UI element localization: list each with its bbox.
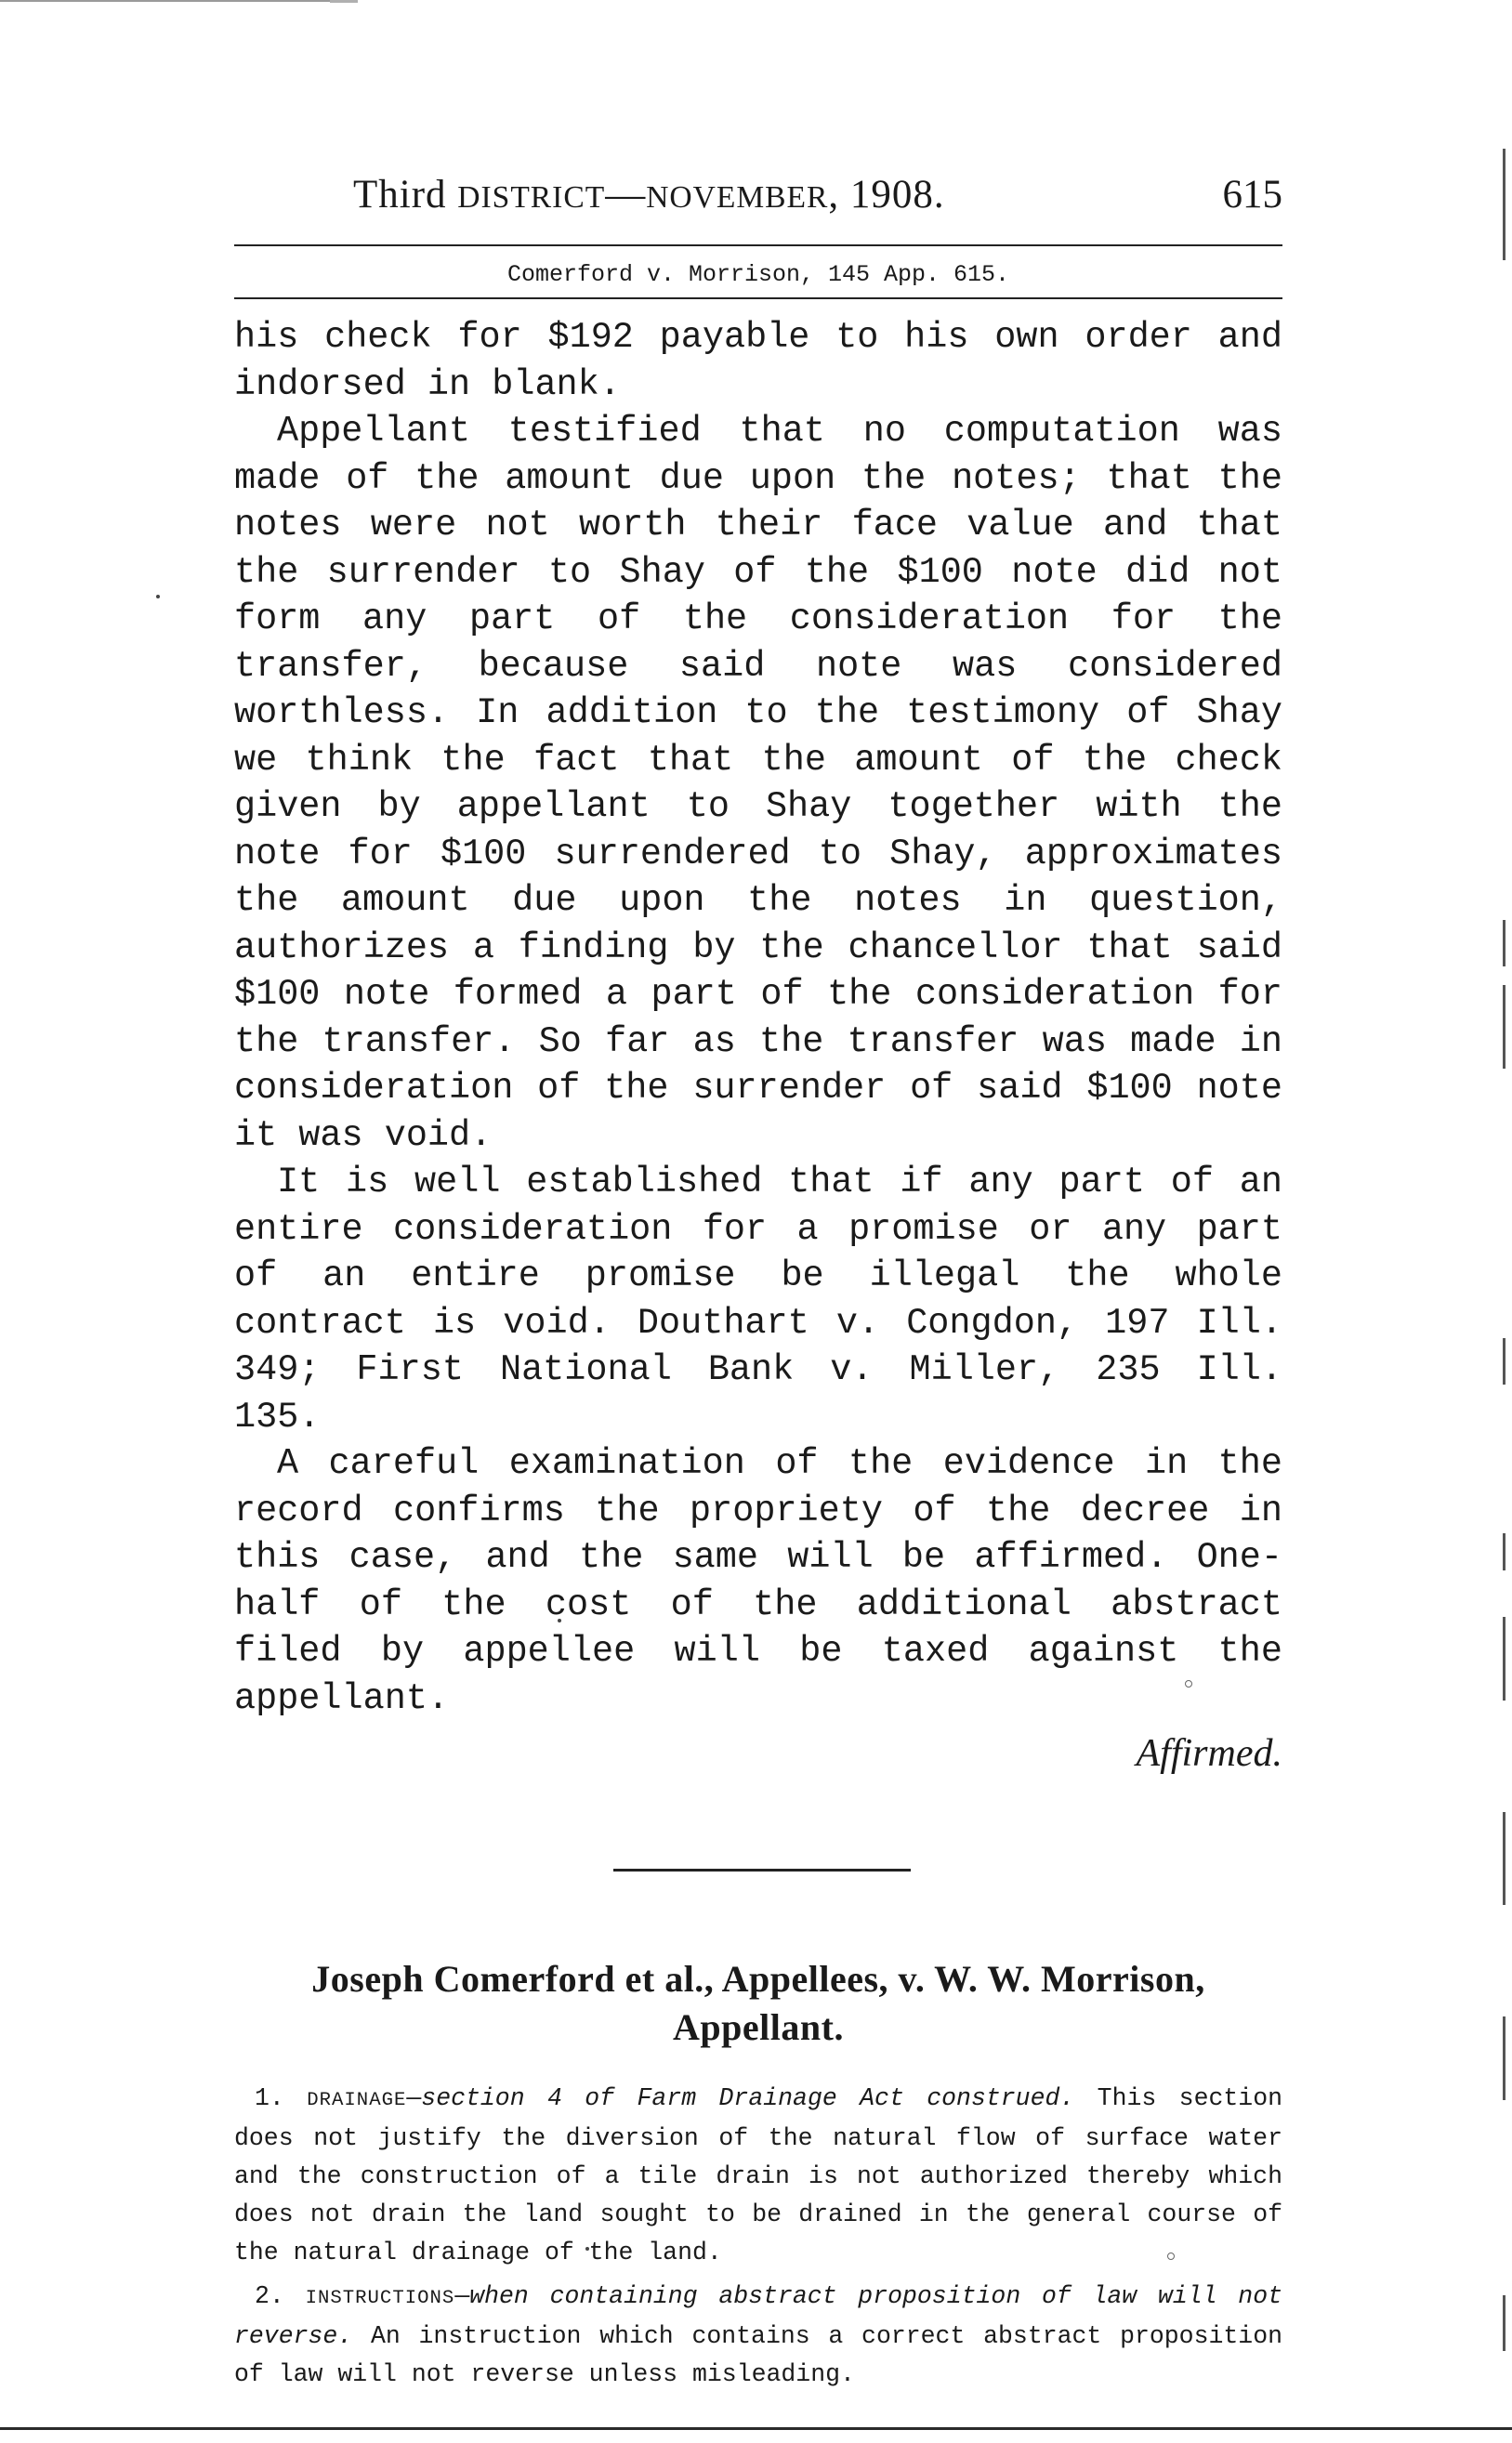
scan-edge-right: [1503, 985, 1505, 1069]
running-head-word: Third: [353, 173, 447, 217]
scan-edge-top-fragment: [330, 0, 358, 3]
running-head-title: [353, 172, 945, 217]
running-head-month: NOVEMBER: [646, 180, 829, 215]
opinion-body: [234, 314, 1282, 1722]
headnote: [234, 2278, 1282, 2394]
headnote-keyword: DRAINAGE: [307, 2090, 407, 2111]
headnote-topic: section 4 of Farm Drainage Act construed.: [421, 2084, 1075, 2112]
headnote-topic: when containing abstract proposition of law will not reverse.: [234, 2282, 1283, 2350]
paragraph: It is well established that if any part of an entire consideration for a promise or any part of an entire promise be illegal the whole contract is void. Douthart v. Congdon, 197 Ill. 349; First National Bank v. Miller, 235 Ill. 135.: [234, 1162, 1282, 1438]
headnote-keyword: INSTRUCTIONS: [305, 2288, 455, 2309]
running-head-dash: —: [605, 173, 647, 217]
section-divider: [613, 1869, 911, 1872]
scan-edge-right: [1503, 1533, 1505, 1570]
running-head-word: DISTRICT: [457, 180, 606, 215]
next-case-title: [234, 1955, 1282, 2052]
paragraph: his check for $192 payable to his own order and indorsed in blank.: [234, 317, 1282, 405]
headnote-number: 2.: [255, 2282, 284, 2310]
paragraph: A careful examination of the evidence in the record confirms the propriety of the decree in this case, and the same will be affirmed. One-half of the cost of the additional abstract filed by appellee will be taxed against the appellant.: [234, 1443, 1282, 1719]
headnote-dash: —: [406, 2084, 422, 2112]
running-head-year: , 1908.: [828, 173, 945, 217]
running-head: [234, 172, 1282, 246]
scan-edge-top: [0, 0, 335, 2]
scan-edge-right: [1503, 1338, 1505, 1385]
headnote-dash: —: [454, 2282, 470, 2310]
case-title-line: Joseph Comerford et al., Appellees, v. W. W. Morrison,: [311, 1958, 1205, 2000]
scan-edge-right: [1503, 149, 1505, 260]
headnote-text: An instruction which contains a correct abstract proposition of law will not reverse unless misleading.: [234, 2322, 1282, 2388]
case-citation: Comerford v. Morrison, 145 App. 615.: [234, 246, 1282, 299]
scan-speck: [156, 595, 160, 598]
scan-edge-right: [1503, 1617, 1505, 1701]
headnote: [234, 2080, 1282, 2272]
case-title-line: Appellant.: [673, 2006, 844, 2048]
disposition: Affirmed.: [1136, 1732, 1282, 1775]
paragraph: Appellant testified that no computation was made of the amount due upon the notes; that the notes were not worth their face value and that the surrender to Shay of the $100 note did not form any part of the consideration for the transfer, because said note was considered worthless. In addition to the testimony of Shay we think the fact that the amount of the check given by appellant to Shay together with the note for $100 surrendered to Shay, approximates the amount due upon the notes in question, authorizes a finding by the chancellor that said $100 note formed a part of the consideration for the transfer. So far as the transfer was made in consideration of the surrender of said $100 note it was void.: [234, 411, 1282, 1156]
page-number: 615: [1222, 173, 1282, 217]
scan-edge-right: [1503, 1812, 1505, 1905]
headnotes: [234, 2080, 1282, 2394]
scan-edge-right: [1503, 2016, 1505, 2100]
scan-edge-right: [1503, 920, 1505, 966]
scan-edge-bottom: [0, 2427, 1512, 2430]
headnote-text: This section does not justify the diversion of the natural flow of surface water and the construction of a tile drain is not authorized thereby which does not drain the land sought to be drained in the general course of the natural drainage of the land.: [234, 2084, 1283, 2266]
headnote-number: 1.: [255, 2084, 284, 2112]
book-page: [234, 172, 1282, 2399]
scan-edge-right: [1503, 2295, 1505, 2351]
